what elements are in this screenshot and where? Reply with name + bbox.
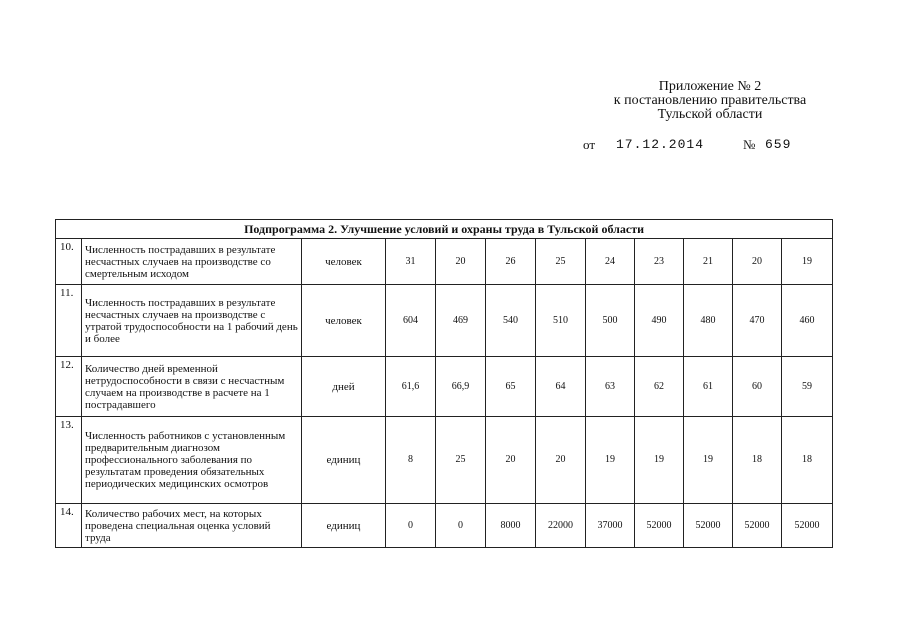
- appendix-header: [560, 80, 860, 122]
- indicator-value: 26: [486, 239, 536, 285]
- indicator-value: 500: [586, 285, 635, 357]
- row-number: 12.: [56, 357, 82, 417]
- indicator-name: Количество рабочих мест, на которых проведена специальная оценка условий труда: [82, 504, 302, 548]
- indicator-value: 20: [486, 417, 536, 504]
- indicator-value: 540: [486, 285, 536, 357]
- row-number: 10.: [56, 239, 82, 285]
- indicator-value: 22000: [536, 504, 586, 548]
- indicator-value: 0: [436, 504, 486, 548]
- unit-of-measure: единиц: [302, 504, 386, 548]
- indicator-value: 490: [635, 285, 684, 357]
- appendix-resolution: к постановлению правительства: [613, 93, 807, 108]
- indicator-value: 19: [684, 417, 733, 504]
- unit-of-measure: единиц: [302, 417, 386, 504]
- table-row: [56, 239, 833, 285]
- row-number: 13.: [56, 417, 82, 504]
- table-row: [56, 285, 833, 357]
- indicator-value: 480: [684, 285, 733, 357]
- indicator-value: 25: [536, 239, 586, 285]
- indicator-value: 18: [733, 417, 782, 504]
- indicators-table: [55, 219, 833, 548]
- indicator-value: 19: [586, 417, 635, 504]
- unit-of-measure: дней: [302, 357, 386, 417]
- indicator-value: 62: [635, 357, 684, 417]
- indicator-name: Количество дней временной нетрудоспособности в связи с несчастным случаем на производстве в расчете на 1 пострадавшего: [82, 357, 302, 417]
- indicator-value: 18: [782, 417, 833, 504]
- table-row: [56, 357, 833, 417]
- indicator-value: 21: [684, 239, 733, 285]
- indicator-value: 20: [733, 239, 782, 285]
- indicator-value: 61: [684, 357, 733, 417]
- indicator-value: 0: [386, 504, 436, 548]
- indicator-value: 61,6: [386, 357, 436, 417]
- indicator-value: 60: [733, 357, 782, 417]
- indicator-value: 52000: [684, 504, 733, 548]
- table-row: [56, 417, 833, 504]
- indicator-value: 52000: [782, 504, 833, 548]
- indicator-value: 37000: [586, 504, 635, 548]
- indicator-value: 24: [586, 239, 635, 285]
- table-row: [56, 504, 833, 548]
- indicator-value: 19: [635, 417, 684, 504]
- indicator-value: 604: [386, 285, 436, 357]
- indicator-value: 23: [635, 239, 684, 285]
- resolution-date: 17.12.2014: [616, 137, 705, 152]
- indicator-value: 8: [386, 417, 436, 504]
- indicator-name: Численность пострадавших в результате несчастных случаев на производстве с утратой трудоспособности на 1 рабочий день и более: [82, 285, 302, 357]
- date-from-label: от: [583, 137, 596, 152]
- indicator-value: 66,9: [436, 357, 486, 417]
- indicator-value: 63: [586, 357, 635, 417]
- resolution-number: 659: [765, 137, 792, 152]
- indicator-value: 59: [782, 357, 833, 417]
- appendix-title: Приложение № 2: [658, 79, 762, 94]
- indicator-value: 460: [782, 285, 833, 357]
- row-number: 14.: [56, 504, 82, 548]
- unit-of-measure: человек: [302, 285, 386, 357]
- indicator-name: Численность работников с установленным предварительным диагнозом профессионального заболевания по результатам проведения обязательных периодических медицинских осмотров: [82, 417, 302, 504]
- indicator-value: 8000: [486, 504, 536, 548]
- indicator-value: 20: [536, 417, 586, 504]
- indicator-value: 469: [436, 285, 486, 357]
- subprogram-title: Подпрограмма 2. Улучшение условий и охраны труда в Тульской области: [56, 220, 833, 239]
- number-label: №: [743, 137, 756, 152]
- indicator-value: 31: [386, 239, 436, 285]
- indicator-value: 470: [733, 285, 782, 357]
- subprogram-title-row: [56, 220, 833, 239]
- row-number: 11.: [56, 285, 82, 357]
- indicator-name: Численность пострадавших в результате несчастных случаев на производстве со смертельным исходом: [82, 239, 302, 285]
- indicator-value: 52000: [733, 504, 782, 548]
- indicator-value: 65: [486, 357, 536, 417]
- indicator-value: 64: [536, 357, 586, 417]
- indicator-value: 510: [536, 285, 586, 357]
- indicator-value: 20: [436, 239, 486, 285]
- appendix-region: Тульской области: [657, 107, 763, 122]
- indicator-value: 25: [436, 417, 486, 504]
- unit-of-measure: человек: [302, 239, 386, 285]
- indicator-value: 52000: [635, 504, 684, 548]
- indicator-value: 19: [782, 239, 833, 285]
